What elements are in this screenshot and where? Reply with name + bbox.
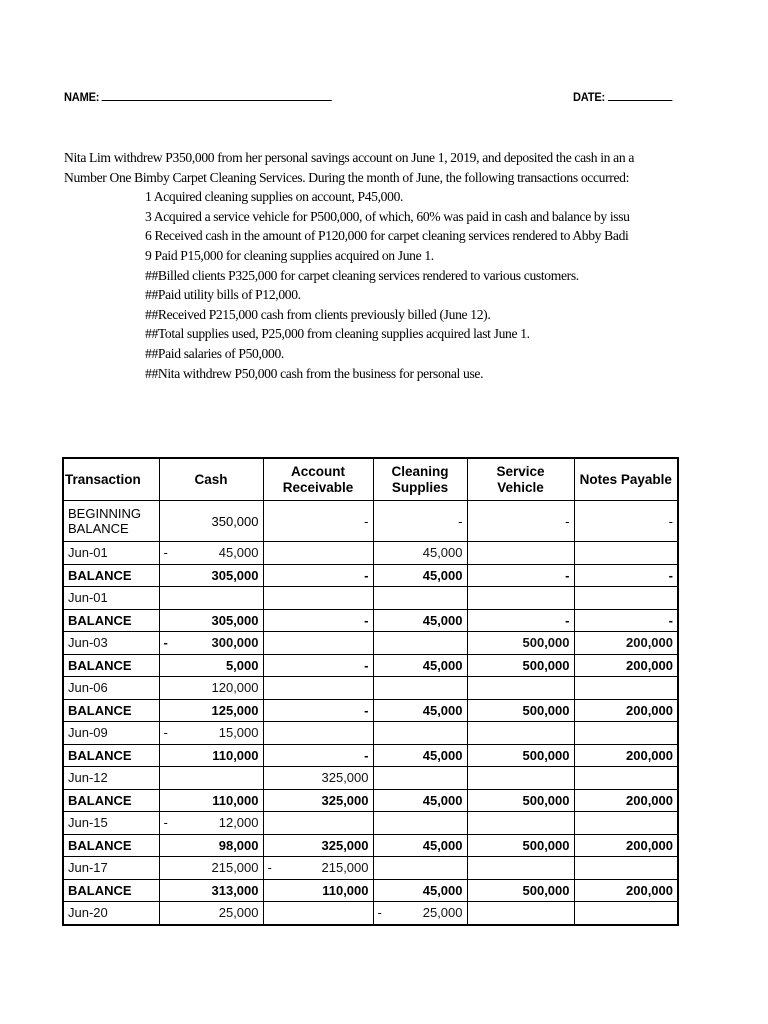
transaction-row: [63, 857, 678, 880]
transaction-row: [63, 812, 678, 835]
decrease-sign: -: [163, 815, 168, 831]
amount-cell: [467, 812, 574, 835]
table-body: [63, 501, 678, 925]
amount-cell: [467, 722, 574, 745]
balance-row: [63, 501, 678, 542]
amount-cell: [373, 902, 467, 925]
amount-cell: [263, 767, 373, 790]
amount-cell: [574, 744, 678, 767]
amount-cell: [574, 857, 678, 880]
date-field: [573, 90, 672, 104]
amount-value: 120,000: [211, 680, 259, 696]
amount-cell: [263, 699, 373, 722]
intro-line-1: Nita Lim withdrew P350,000 from her personal savings account on June 1, 2019, and deposited the cash in an a: [64, 150, 635, 165]
transaction-item: ##Received P215,000 cash from clients previously billed (June 12).: [145, 306, 491, 322]
balance-row: [63, 654, 678, 677]
row-label: BALANCE: [63, 744, 159, 767]
amount-value: 215,000: [321, 860, 369, 876]
amount-cell: [373, 789, 467, 812]
amount-value: 45,000: [422, 612, 463, 628]
amount-value: -: [364, 612, 369, 628]
amount-value: -: [565, 513, 570, 529]
amount-cell: [373, 632, 467, 655]
amount-cell: [159, 834, 263, 857]
transaction-row: [63, 632, 678, 655]
amount-value: 200,000: [626, 635, 673, 651]
accounting-equation-table: [62, 457, 679, 926]
row-label: Jun-15: [63, 812, 159, 835]
amount-value: 45,000: [218, 545, 259, 561]
name-blank-line: [102, 90, 332, 101]
amount-cell: [373, 609, 467, 632]
name-label: NAME:: [64, 90, 100, 104]
amount-value: 305,000: [211, 612, 259, 628]
amount-value: -: [668, 567, 673, 583]
amount-cell: [263, 812, 373, 835]
amount-cell: [159, 587, 263, 610]
intro-line-2: Number One Bimby Carpet Cleaning Services. During the month of June, the following transactions occurred:: [64, 169, 630, 185]
amount-value: 200,000: [626, 837, 673, 853]
amount-cell: [263, 587, 373, 610]
amount-cell: [467, 789, 574, 812]
transaction-item: ##Paid utility bills of P12,000.: [145, 287, 301, 303]
amount-cell: [159, 722, 263, 745]
transaction-item: ##Nita withdrew P50,000 cash from the business for personal use.: [145, 365, 484, 381]
amount-value: 200,000: [626, 882, 673, 898]
amount-value: -: [565, 612, 570, 628]
amount-value: -: [364, 747, 369, 763]
amount-cell: [467, 542, 574, 565]
row-label: BALANCE: [63, 699, 159, 722]
decrease-sign: -: [163, 545, 168, 561]
amount-value: 125,000: [211, 702, 259, 718]
amount-value: 500,000: [522, 837, 570, 853]
amount-cell: [263, 632, 373, 655]
amount-cell: [574, 767, 678, 790]
amount-cell: [467, 767, 574, 790]
amount-cell: [574, 722, 678, 745]
balance-row: [63, 699, 678, 722]
table-header-row: [63, 458, 678, 501]
amount-value: 313,000: [211, 882, 259, 898]
amount-value: 45,000: [422, 567, 463, 583]
row-label: Jun-12: [63, 767, 159, 790]
amount-value: 45,000: [422, 657, 463, 673]
row-label: Jun-06: [63, 677, 159, 700]
transaction-item: ##Total supplies used, P25,000 from cleaning supplies acquired last June 1.: [145, 326, 530, 342]
row-label: Jun-17: [63, 857, 159, 880]
amount-value: 500,000: [522, 702, 570, 718]
transaction-item: ##Billed clients P325,000 for carpet cleaning services rendered to various customers.: [145, 267, 579, 283]
row-label: BALANCE: [63, 879, 159, 902]
amount-cell: [373, 744, 467, 767]
amount-value: 200,000: [626, 657, 673, 673]
amount-value: 45,000: [422, 882, 463, 898]
transaction-item: 9 Paid P15,000 for cleaning supplies acquired on June 1.: [145, 247, 434, 263]
amount-cell: [467, 879, 574, 902]
header-cash: Cash: [159, 458, 263, 501]
amount-cell: [159, 902, 263, 925]
decrease-sign: -: [163, 725, 168, 741]
amount-value: 12,000: [218, 815, 259, 831]
name-field: [64, 90, 332, 104]
amount-value: 500,000: [522, 657, 570, 673]
amount-cell: [263, 609, 373, 632]
transaction-row: [63, 542, 678, 565]
amount-cell: [373, 542, 467, 565]
balance-row: [63, 834, 678, 857]
amount-value: 500,000: [522, 792, 570, 808]
date-blank-line: [608, 90, 672, 101]
amount-cell: [574, 789, 678, 812]
amount-cell: [574, 699, 678, 722]
amount-value: -: [668, 612, 673, 628]
amount-cell: [373, 677, 467, 700]
amount-cell: [159, 542, 263, 565]
transaction-item: 1 Acquired cleaning supplies on account, P45,000.: [145, 189, 404, 205]
amount-value: -: [364, 513, 369, 529]
amount-value: 5,000: [225, 657, 259, 673]
transaction-item: ##Paid salaries of P50,000.: [145, 345, 284, 361]
amount-value: 305,000: [211, 567, 259, 583]
amount-cell: [159, 789, 263, 812]
transaction-row: [63, 677, 678, 700]
amount-cell: [159, 744, 263, 767]
amount-value: 300,000: [211, 635, 259, 651]
header-account-receivable: Account Receivable: [263, 458, 373, 501]
amount-value: 325,000: [321, 770, 369, 786]
amount-cell: [574, 501, 678, 542]
amount-cell: [159, 857, 263, 880]
amount-cell: [574, 879, 678, 902]
balance-row: [63, 609, 678, 632]
amount-cell: [373, 879, 467, 902]
amount-value: 45,000: [422, 837, 463, 853]
row-label: Jun-20: [63, 902, 159, 925]
amount-cell: [467, 677, 574, 700]
amount-cell: [373, 722, 467, 745]
amount-value: 45,000: [422, 792, 463, 808]
amount-value: 110,000: [212, 747, 259, 763]
amount-cell: [574, 609, 678, 632]
decrease-sign: -: [163, 635, 168, 651]
amount-value: 110,000: [322, 882, 369, 898]
row-label: Jun-09: [63, 722, 159, 745]
amount-cell: [467, 744, 574, 767]
amount-cell: [263, 902, 373, 925]
transaction-item: 3 Acquired a service vehicle for P500,000, of which, 60% was paid in cash and balance by issu: [145, 208, 630, 224]
amount-cell: [467, 902, 574, 925]
row-label: BALANCE: [63, 834, 159, 857]
amount-value: -: [364, 702, 369, 718]
amount-cell: [263, 857, 373, 880]
amount-cell: [159, 767, 263, 790]
amount-value: 325,000: [321, 837, 369, 853]
decrease-sign: -: [377, 905, 382, 921]
amount-value: -: [668, 513, 673, 529]
amount-cell: [373, 812, 467, 835]
amount-cell: [159, 879, 263, 902]
amount-cell: [263, 722, 373, 745]
amount-cell: [263, 654, 373, 677]
amount-cell: [159, 677, 263, 700]
amount-value: 110,000: [212, 792, 259, 808]
amount-value: 45,000: [422, 702, 463, 718]
amount-cell: [467, 699, 574, 722]
amount-cell: [467, 609, 574, 632]
amount-cell: [263, 564, 373, 587]
amount-cell: [373, 857, 467, 880]
amount-value: 215,000: [211, 860, 259, 876]
date-label: DATE:: [573, 90, 605, 104]
balance-row: [63, 744, 678, 767]
amount-cell: [159, 632, 263, 655]
row-label: Jun-01: [63, 587, 159, 610]
transaction-row: [63, 767, 678, 790]
amount-cell: [263, 789, 373, 812]
amount-value: -: [565, 567, 570, 583]
transaction-row: [63, 902, 678, 925]
balance-row: [63, 879, 678, 902]
amount-cell: [159, 654, 263, 677]
amount-cell: [263, 677, 373, 700]
amount-cell: [467, 632, 574, 655]
amount-value: 325,000: [321, 792, 369, 808]
header-transaction: Transaction: [63, 458, 159, 501]
transaction-row: [63, 587, 678, 610]
amount-cell: [373, 654, 467, 677]
amount-cell: [263, 542, 373, 565]
row-label: BALANCE: [63, 654, 159, 677]
amount-cell: [467, 587, 574, 610]
amount-value: 200,000: [626, 792, 673, 808]
amount-cell: [373, 587, 467, 610]
amount-value: 350,000: [211, 513, 259, 529]
amount-cell: [574, 677, 678, 700]
amount-cell: [159, 501, 263, 542]
row-label: Jun-01: [63, 542, 159, 565]
amount-value: 45,000: [422, 747, 463, 763]
amount-cell: [574, 654, 678, 677]
amount-cell: [467, 654, 574, 677]
amount-cell: [373, 767, 467, 790]
amount-cell: [263, 879, 373, 902]
amount-value: 25,000: [422, 905, 463, 921]
amount-value: 15,000: [218, 725, 259, 741]
row-label: BALANCE: [63, 789, 159, 812]
amount-value: 500,000: [522, 747, 570, 763]
amount-value: -: [364, 657, 369, 673]
amount-cell: [467, 501, 574, 542]
amount-cell: [574, 902, 678, 925]
amount-value: 98,000: [218, 837, 259, 853]
header-notes-payable: Notes Payable: [574, 458, 678, 501]
amount-value: 200,000: [626, 747, 673, 763]
amount-value: 500,000: [522, 635, 570, 651]
amount-value: 200,000: [626, 702, 673, 718]
row-label: BALANCE: [63, 564, 159, 587]
row-label: BEGINNING BALANCE: [63, 501, 159, 542]
amount-cell: [574, 632, 678, 655]
amount-cell: [574, 812, 678, 835]
amount-cell: [263, 834, 373, 857]
amount-cell: [263, 744, 373, 767]
balance-row: [63, 564, 678, 587]
decrease-sign: -: [267, 860, 272, 876]
transaction-item: 6 Received cash in the amount of P120,000 for carpet cleaning services rendered to Abby Badi: [145, 228, 629, 244]
amount-value: -: [364, 567, 369, 583]
amount-cell: [467, 857, 574, 880]
row-label: Jun-03: [63, 632, 159, 655]
amount-cell: [574, 834, 678, 857]
amount-cell: [373, 699, 467, 722]
amount-cell: [263, 501, 373, 542]
row-label: BALANCE: [63, 609, 159, 632]
amount-cell: [467, 564, 574, 587]
amount-cell: [159, 564, 263, 587]
amount-value: 500,000: [522, 882, 570, 898]
transaction-row: [63, 722, 678, 745]
header-service-vehicle: Service Vehicle: [467, 458, 574, 501]
amount-cell: [159, 812, 263, 835]
amount-cell: [467, 834, 574, 857]
amount-cell: [373, 501, 467, 542]
amount-cell: [159, 609, 263, 632]
amount-cell: [574, 587, 678, 610]
problem-narrative: [64, 148, 768, 383]
balance-row: [63, 789, 678, 812]
amount-cell: [574, 564, 678, 587]
amount-value: -: [458, 513, 463, 529]
amount-cell: [373, 564, 467, 587]
header-cleaning-supplies: Cleaning Supplies: [373, 458, 467, 501]
amount-cell: [373, 834, 467, 857]
amount-value: 25,000: [218, 905, 259, 921]
amount-value: 45,000: [422, 545, 463, 561]
amount-cell: [159, 699, 263, 722]
amount-cell: [574, 542, 678, 565]
